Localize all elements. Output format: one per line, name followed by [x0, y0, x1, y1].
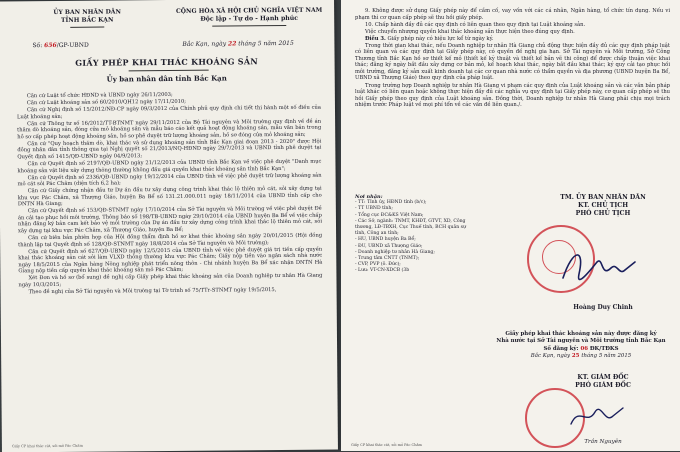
left-footnote: Giấy CP khai thác cát, sỏi mỏ Pác Châm: [11, 443, 83, 449]
recipient-item: - Tổng cục ĐC&KS Việt Nam;: [355, 212, 424, 218]
national-motto: Độc lập - Tự do - Hạnh phúc: [200, 14, 299, 23]
registration-number: Số đăng ký: 06 ĐK/TĐKS: [543, 345, 619, 352]
recipient-item: - CVP, PVP (ô. Đức);: [355, 262, 401, 268]
body-paragraph: Căn cứ Quyết định số 2336/QĐ-UBND ngày 19/12/2014 của UBND tỉnh về việc phê duyệt trữ lượng khoáng sản mỏ cát sỏi Pác Châm (diện tích 6,2 ha);: [17, 172, 322, 188]
article-3-text: Giấy phép này có hiệu lực kể từ ngày ký.: [387, 35, 494, 42]
body-paragraph: Căn cứ Quyết định số 627/QĐ-UBND ngày 12/5/2015 của UBND tỉnh về việc phê duyệt giá trị tiền cấp quyền khai thác khoáng sản cát sỏi làm VLXD thông thường khu vực Pác Châm; Giấy nộp tiền vào ngân sách nhà nước ngày 18/5/2015 của Ngân hàng Nông nghiệp phát triển nông thôn - Chi nhánh huyện Ba Bể xác nhận DNTN Hà Giang nộp tiền cấp quyền khai thác khoáng sản mỏ Pác Châm;: [18, 246, 323, 275]
signature-title-line: KT. CHỦ TỊCH: [577, 202, 629, 209]
signer-name-deputy: Trần Nguyên: [584, 439, 622, 445]
registration-date: Bắc Kạn, ngày 25 tháng 5 năm 2015: [530, 352, 632, 359]
recipient-item: - Doanh nghiệp tư nhân Hà Giang;: [355, 249, 435, 255]
document-number-value: 656: [44, 41, 57, 50]
body-paragraph: Căn cứ Nghị định số 15/2012/NĐ-CP ngày 09/3/2012 của Chính phủ quy định chi tiết thi hành một số điều của Luật khoáng sản;: [17, 104, 322, 120]
recipient-item: - HU, UBND huyện Ba Bể;: [355, 237, 416, 243]
recipient-item: - ĐU, UBND xã Thượng Giáo;: [355, 243, 423, 249]
left-body-text: [17, 91, 323, 297]
registration-line2: Nhà nước tại Sở Tài nguyên và Môi trường tỉnh Bắc Kạn: [496, 338, 666, 345]
registration-day: 25: [571, 352, 580, 359]
article-3-label: Điều 3.: [365, 35, 386, 42]
registration-number-value: 06: [580, 345, 588, 352]
republic-name: CỘNG HÒA XÃ HỘI CHỦ NGHĨA VIỆT NAM: [175, 6, 323, 15]
signature-block-ubnd: [537, 194, 669, 218]
body-paragraph: Căn cứ biên bản phiên họp của Hội đồng thẩm định hồ sơ khai thác khoáng sản ngày 20/01/2015 (Hội đồng thành lập tại Quyết định số 128/QĐ-STNMT ngày 18/8/2014 của Sở Tài nguyên và Môi trường);: [18, 232, 323, 248]
left-page: [0, 0, 338, 452]
body-paragraph: Căn cứ Quyết định số 153/QĐ-STNMT ngày 17/10/2014 của Sở Tài nguyên và Môi trường về việc phê duyệt Đề án cải tạo phục hồi môi trường, Thông báo số 198/TB-UBND ngày 29/10/2014 của UBND huyện Ba Bể về việc chấp nhận đăng ký bản cam kết bảo vệ môi trường của Dự án đầu tư xây dựng công trình khai thác lộ thiên mỏ cát, sỏi xây dựng tại khu vực Pác Châm, xã Thượng Giáo, huyện Ba Bể;: [17, 205, 323, 235]
body-paragraph: Xét Đơn và hồ sơ (bổ sung) đề nghị cấp Giấy phép khai thác khoáng sản của Doanh nghiệp tư nhân Hà Giang ngày 10/3/2015;: [18, 272, 323, 289]
signature-title-line: TM. ỦY BAN NHÂN DÂN: [560, 194, 646, 201]
document-number: Số: 656/GP-UBND: [32, 41, 89, 50]
body-paragraph: 10. Chấp hành đầy đủ các quy định có liên quan theo quy định tại Luật khoáng sản.: [365, 21, 586, 28]
body-paragraph: Theo đề nghị của Sở Tài nguyên và Môi trường tại Tờ trình số 75/TTr-STNMT ngày 19/5/2015,: [28, 286, 277, 296]
signature-title-line: KT. GIÁM ĐỐC: [577, 374, 629, 381]
recipients-label: Nơi nhận:: [355, 194, 383, 200]
registration-block: [491, 331, 671, 360]
agency-underline: [70, 27, 104, 28]
recipients-list: [355, 200, 473, 274]
recipient-item: - TT UBND tỉnh;: [355, 206, 393, 212]
body-paragraph: Căn cứ Quyết định số 2197/QĐ-UBND ngày 21/12/2013 của UBND tỉnh Bắc Kạn về việc phê duyệt "Danh mục khoáng sản vật liệu xây dựng thông thường không đấu giá quyền khai thác khoáng sản tỉnh Bắc Kạn";: [17, 158, 322, 174]
body-paragraph: Căn cứ "Quy hoạch thăm dò, khai thác và sử dụng khoáng sản tỉnh Bắc Kạn giai đoạn 2013 - 2020" được Hội đồng nhân dân tỉnh thông qua tại Nghị quyết số 21/2013/NQ-HĐND ngày 29/7/2013 và UBND tỉnh phê duyệt tại Quyết định số 1415/QĐ-UBND ngày 04/9/2013;: [17, 138, 322, 161]
title-underline: [129, 70, 209, 72]
recipient-item: - Lưu: VT-CN-XDCB (3b: [355, 268, 410, 274]
place-date: Bắc Kạn, ngày 22 tháng 5 năm 2015: [182, 39, 294, 48]
signer-name-chairman: Hoàng Duy Chinh: [573, 304, 633, 311]
body-paragraph: Việc chuyển nhượng quyền khai thác khoáng sản thực hiện theo đúng quy định.: [365, 28, 575, 35]
national-header: [174, 7, 324, 23]
handwritten-signature-deputy: [567, 398, 627, 434]
article-3: [355, 36, 670, 43]
handwritten-signature-chairman: [559, 242, 639, 294]
body-paragraph: Căn cứ Giấy chứng nhận đầu tư Dự án đầu tư xây dựng công trình khai thác lộ thiên mỏ cát, sỏi xây dựng tại khu vực Pác Châm, xã Thượng Giáo, huyện Ba Bể số 131.21.000.011 ngày 18/11/2014 của UBND tỉnh cấp cho DNTN Hà Giang;: [17, 185, 322, 208]
body-paragraph: Căn cứ Luật tổ chức HĐND và UBND ngày 26/11/2003;: [26, 91, 173, 100]
issuer-heading: Ủy ban nhân dân tỉnh Bắc Kạn: [106, 73, 227, 84]
signature-title-line: PHÓ GIÁM ĐỐC: [575, 382, 631, 389]
body-paragraph: 9. Không được sử dụng Giấy phép này để cầm cố, vay vốn với các cá nhân, Ngân hàng, tổ chức tín dụng. Nếu vi phạm thì cơ quan cấp phép sẽ thu hồi giấy phép.: [355, 8, 670, 21]
recipient-item: - Trung tâm CNTT (TNMT);: [355, 256, 420, 262]
registration-line1: Giấy phép khai thác khoáng sản này được đăng ký: [505, 331, 657, 337]
agency-line2: TỈNH BẮC KẠN: [60, 15, 114, 24]
agency-line1: ỦY BAN NHÂN DÂN: [53, 8, 121, 16]
signature-title-line: PHÓ CHỦ TỊCH: [575, 210, 631, 217]
right-footnote: Giấy CP khai thác cát, sỏi mỏ Pác Châm: [351, 443, 422, 447]
motto-underline: [212, 25, 286, 27]
body-paragraph: Căn cứ Thông tư số 16/2012/TT-BTNMT ngày 29/11/2012 của Bộ Tài nguyên và Môi trường quy định về đề án thăm dò khoáng sản, đóng cửa mỏ khoáng sản và mẫu báo cáo kết quả hoạt động khoáng sản, mẫu văn bản trong hồ sơ cấp phép hoạt động khoáng sản, hồ sơ phê duyệt trữ lượng khoáng sản, hồ sơ đóng cửa mỏ khoáng sản;: [17, 118, 322, 141]
issuing-agency: [32, 8, 142, 24]
recipient-item: - TT: Tỉnh ủy, HĐND tỉnh (b/c);: [355, 200, 427, 206]
date-day: 22: [227, 40, 237, 48]
body-paragraph: Căn cứ Luật khoáng sản số 60/2010/QH12 ngày 17/11/2010;: [26, 98, 187, 107]
right-page: [341, 0, 680, 451]
recipients-block: [355, 194, 473, 275]
right-body-text: [355, 8, 670, 109]
recipient-item: - Các Sở, ngành: TNMT, KHĐT, GTVT, XD, Công thương, LĐ-TBXH, Cục Thuế tỉnh, BCH quân sự tỉnh, Công an tỉnh;: [355, 218, 466, 237]
document-title: GIẤY PHÉP KHAI THÁC KHOÁNG SẢN: [75, 56, 259, 68]
body-paragraph: Trong trường hợp Doanh nghiệp tư nhân Hà Giang vi phạm các quy định của Luật khoáng sản và các văn bản pháp luật khác có liên quan hoặc không thực hiện đầy đủ các nghĩa vụ quy định tại Giấy phép này, cơ quan cấp phép sẽ thu hồi Giấy phép theo quy định của Luật khoáng sản. Đồng thời, Doanh nghiệp tư nhân Hà Giang phải chịu mọi trách nhiệm trước Pháp luật về mọi phí tổn về các vấn đề liên quan./.: [355, 82, 670, 109]
body-paragraph: Trong thời gian khai thác, nếu Doanh nghiệp tư nhân Hà Giang chủ động thực hiện đầy đủ các quy định pháp luật có liên quan và các quy định tại Giấy phép này, có quyền đề nghị gia hạn. Sở Tài nguyên và Môi trường, Sở Công Thương tỉnh Bắc Kạn hồ sơ thiết kế mỏ (thiết kế kỹ thuật và thiết kế bản vẽ thi công) để được chấp thuận việc khai thác; đăng ký ngày bắt đầu xây dựng cơ bản mỏ, kế hoạch khai thác, ngày bắt đầu khai thác; ký quỹ cải tạo phục hồi môi trường, đăng ký sản xuất kinh doanh tại các cơ quan nhà nước có thẩm quyền và địa phương (UBND huyện Ba Bể, UBND xã Thượng Giáo) theo quy định của pháp luật.: [355, 42, 670, 82]
